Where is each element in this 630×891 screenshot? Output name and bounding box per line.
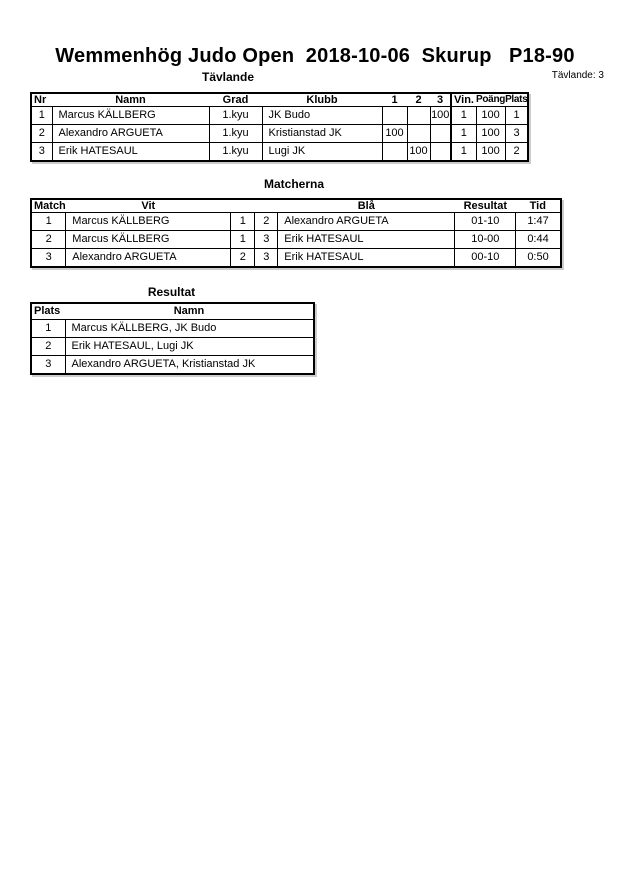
cell-nr: 3: [31, 143, 52, 162]
result-row: [31, 320, 314, 338]
cell-klubb: JK Budo: [262, 107, 382, 125]
cell-grad: 1.kyu: [209, 125, 262, 143]
col-header-bla-nr: [255, 199, 278, 213]
cell-namn: Marcus KÄLLBERG, JK Budo: [65, 320, 314, 338]
cell-namn: Erik HATESAUL, Lugi JK: [65, 338, 314, 356]
cell-match-nr: 3: [31, 249, 66, 268]
competitor-row: [31, 143, 528, 162]
col-header-vin: Vin.: [451, 93, 476, 107]
cell-bla-nr: 2: [255, 213, 278, 231]
cell-nr: 2: [31, 125, 52, 143]
col-header-3: 3: [430, 93, 451, 107]
matcherna-table: [30, 198, 562, 268]
cell-vit: Marcus KÄLLBERG: [66, 231, 231, 249]
cell-vin: 1: [451, 143, 476, 162]
cell-score-2: [407, 125, 430, 143]
cell-score-3: [430, 143, 451, 162]
cell-vit-nr: 1: [231, 231, 255, 249]
cell-match-nr: 2: [31, 231, 66, 249]
cell-klubb: Kristianstad JK: [262, 125, 382, 143]
cell-plats: 3: [31, 356, 65, 375]
cell-vit: Marcus KÄLLBERG: [66, 213, 231, 231]
cell-resultat: 10-00: [455, 231, 516, 249]
cell-score-2: 100: [407, 143, 430, 162]
cell-bla: Alexandro ARGUETA: [278, 213, 455, 231]
cell-namn: Alexandro ARGUETA, Kristianstad JK: [65, 356, 314, 375]
cell-score-2: [407, 107, 430, 125]
col-header-plats: Plats: [505, 94, 528, 105]
cell-poang: 100: [476, 125, 505, 143]
cell-score-3: 100: [430, 107, 451, 125]
match-row: [31, 231, 561, 249]
competitor-row: [31, 107, 528, 125]
cell-plats: 2: [505, 143, 528, 162]
cell-vit-nr: 1: [231, 213, 255, 231]
col-header-tid: Tid: [516, 199, 561, 213]
tavlande-table: [30, 92, 529, 162]
cell-nr: 1: [31, 107, 52, 125]
col-header-resultat: Resultat: [455, 199, 516, 213]
cell-plats: 2: [31, 338, 65, 356]
col-header-klubb: Klubb: [262, 93, 382, 107]
cell-vit: Alexandro ARGUETA: [66, 249, 231, 268]
match-row: [31, 213, 561, 231]
matcherna-heading: Matcherna: [263, 177, 325, 191]
resultat-table: [30, 302, 315, 375]
cell-namn: Alexandro ARGUETA: [52, 125, 209, 143]
cell-klubb: Lugi JK: [262, 143, 382, 162]
cell-poang: 100: [476, 107, 505, 125]
cell-score-1: [382, 107, 407, 125]
result-row: [31, 356, 314, 375]
col-header-nr: Nr: [31, 93, 52, 107]
resultat-header-row: [31, 303, 314, 320]
competitor-row: [31, 125, 528, 143]
cell-plats: 1: [31, 320, 65, 338]
col-header-poang: Poäng: [476, 94, 506, 105]
cell-bla: Erik HATESAUL: [278, 231, 455, 249]
cell-score-1: 100: [382, 125, 407, 143]
col-header-namn: Namn: [52, 93, 209, 107]
tavlande-heading: Tävlande: [201, 70, 255, 84]
cell-tid: 1:47: [516, 213, 561, 231]
cell-plats: 3: [505, 125, 528, 143]
col-header-vit-nr: [231, 199, 255, 213]
cell-bla-nr: 3: [255, 231, 278, 249]
col-header-namn: Namn: [65, 303, 314, 320]
tavlande-header-row: [31, 93, 528, 107]
cell-plats: 1: [505, 107, 528, 125]
cell-tid: 0:44: [516, 231, 561, 249]
cell-match-nr: 1: [31, 213, 66, 231]
matcherna-header-row: [31, 199, 561, 213]
col-header-2: 2: [407, 93, 430, 107]
col-header-1: 1: [382, 93, 407, 107]
col-header-grad: Grad: [209, 93, 262, 107]
cell-resultat: 00-10: [455, 249, 516, 268]
page-title: Wemmenhög Judo Open 2018-10-06 Skurup P18-90: [55, 45, 575, 67]
col-header-vit: Vit: [66, 199, 231, 213]
cell-grad: 1.kyu: [209, 143, 262, 162]
cell-score-1: [382, 143, 407, 162]
col-header-match: Match: [31, 199, 66, 213]
cell-poang: 100: [476, 143, 505, 162]
cell-score-3: [430, 125, 451, 143]
result-row: [31, 338, 314, 356]
cell-vin: 1: [451, 107, 476, 125]
competitor-count: Tävlande: 3: [551, 70, 604, 81]
cell-bla-nr: 3: [255, 249, 278, 268]
cell-tid: 0:50: [516, 249, 561, 268]
cell-vin: 1: [451, 125, 476, 143]
match-row: [31, 249, 561, 268]
cell-namn: Erik HATESAUL: [52, 143, 209, 162]
col-header-plats: Plats: [31, 303, 65, 320]
cell-vit-nr: 2: [231, 249, 255, 268]
resultat-heading: Resultat: [147, 285, 196, 299]
cell-bla: Erik HATESAUL: [278, 249, 455, 268]
cell-grad: 1.kyu: [209, 107, 262, 125]
cell-resultat: 01-10: [455, 213, 516, 231]
col-header-bla: Blå: [278, 199, 455, 213]
cell-namn: Marcus KÄLLBERG: [52, 107, 209, 125]
